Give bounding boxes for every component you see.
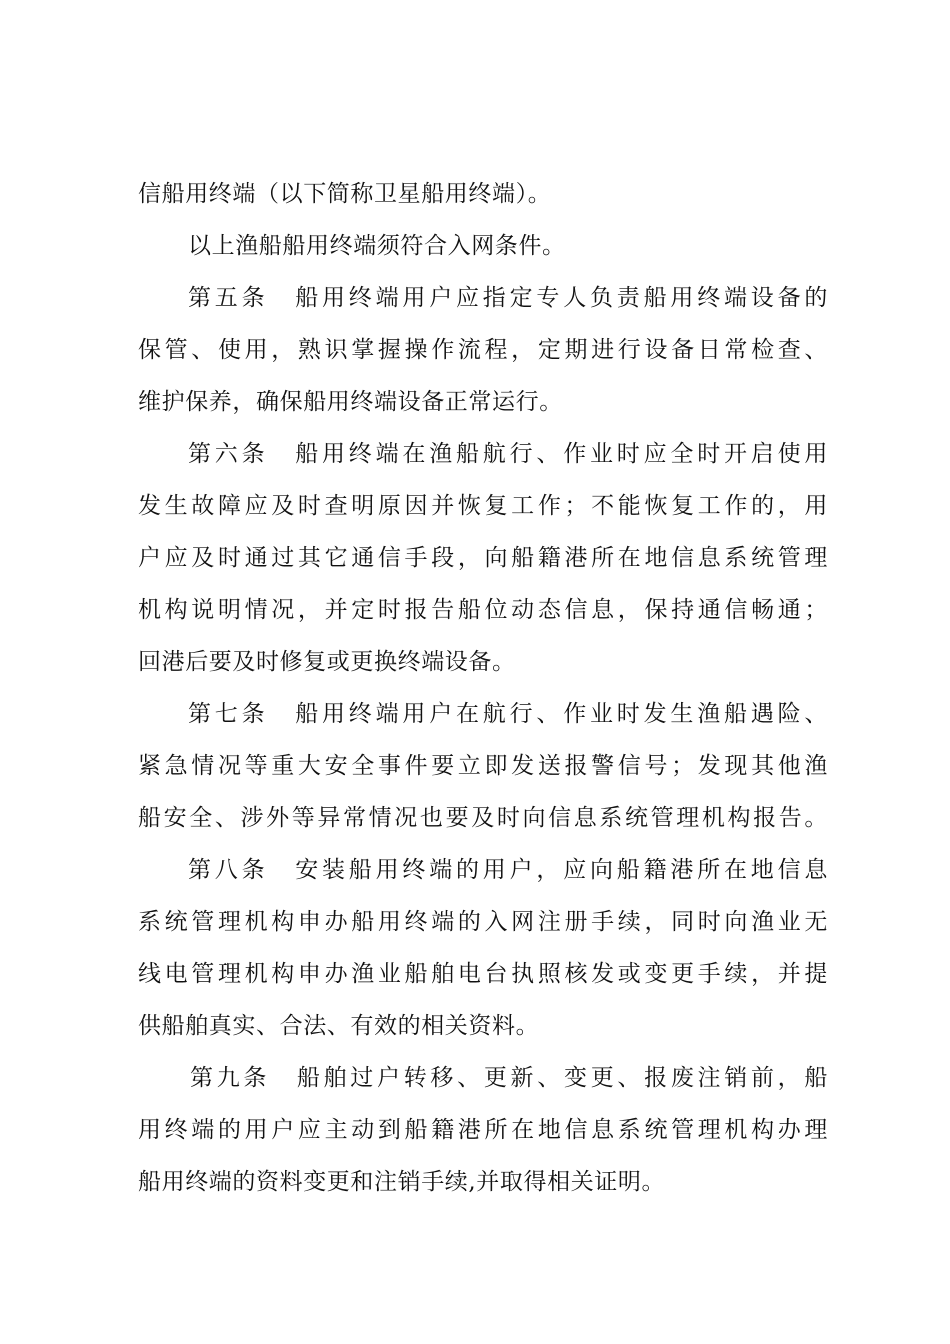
- article-9-line-3: 船用终端的资料变更和注销手续,并取得相关证明。: [138, 1169, 666, 1195]
- article-9-line-1: 第九条 船舶过户转移、更新、变更、报废注销前，船: [190, 1065, 828, 1091]
- article-5-line-2: 保管、使用，熟识掌握操作流程，定期进行设备日常检查、: [138, 337, 828, 363]
- article-5-line-3: 维护保养，确保船用终端设备正常运行。: [138, 389, 563, 415]
- text-line-2: 以上渔船船用终端须符合入网条件。: [188, 233, 566, 259]
- article-8-line-3: 线电管理机构申办渔业船舶电台执照核发或变更手续，并提: [138, 961, 828, 987]
- article-5-line-1: 第五条 船用终端用户应指定专人负责船用终端设备的: [188, 285, 828, 311]
- article-8-line-1: 第八条 安装船用终端的用户，应向船籍港所在地信息: [188, 857, 828, 883]
- text-line-1: 信船用终端（以下简称卫星船用终端）。: [138, 181, 552, 207]
- article-6-line-4: 机构说明情况，并定时报告船位动态信息，保持通信畅通；: [138, 597, 828, 623]
- article-6-line-2: 发生故障应及时查明原因并恢复工作；不能恢复工作的，用: [138, 493, 828, 519]
- article-7-line-3: 船安全、涉外等异常情况也要及时向信息系统管理机构报告。: [138, 805, 828, 831]
- article-7-line-2: 紧急情况等重大安全事件要立即发送报警信号；发现其他渔: [138, 753, 828, 779]
- article-6-line-1: 第六条 船用终端在渔船航行、作业时应全时开启使用: [188, 441, 828, 467]
- article-7-line-1: 第七条 船用终端用户在航行、作业时发生渔船遇险、: [188, 701, 828, 727]
- article-8-line-2: 系统管理机构申办船用终端的入网注册手续，同时向渔业无: [138, 909, 828, 935]
- article-8-line-4: 供船舶真实、合法、有效的相关资料。: [138, 1013, 540, 1039]
- article-6-line-3: 户应及时通过其它通信手段，向船籍港所在地信息系统管理: [138, 545, 828, 571]
- article-6-line-5: 回港后要及时修复或更换终端设备。: [138, 649, 516, 675]
- article-9-line-2: 用终端的用户应主动到船籍港所在地信息系统管理机构办理: [138, 1117, 828, 1143]
